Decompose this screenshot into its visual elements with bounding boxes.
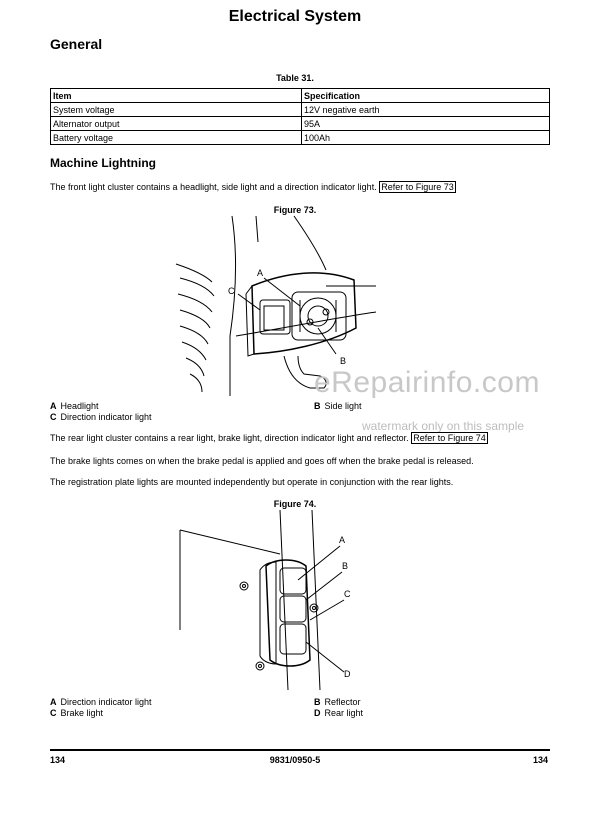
column-header-specification: Specification	[302, 89, 550, 103]
table-cell: Battery voltage	[51, 131, 302, 145]
spec-table	[50, 88, 550, 145]
legend-key: B	[314, 697, 321, 707]
watermark-note: watermark only on this sample	[362, 419, 525, 433]
legend-key: A	[50, 697, 57, 707]
legend-label: Direction indicator light	[60, 412, 152, 422]
figure-73-title: Figure 73.	[273, 205, 317, 215]
legend-item	[314, 708, 363, 719]
figure-74-callout-b: B	[342, 561, 349, 571]
section-heading-machine-lighting: Machine Lightning	[50, 156, 156, 170]
legend-key: A	[50, 401, 57, 411]
figure-74-callout-d: D	[344, 669, 351, 679]
legend-item	[50, 412, 152, 423]
legend-item	[50, 708, 103, 719]
legend-item	[50, 401, 99, 412]
table-row	[51, 117, 550, 131]
figure-73-link[interactable]: Refer to Figure 73	[381, 182, 454, 192]
table-cell: 100Ah	[302, 131, 550, 145]
table-cell: Alternator output	[51, 117, 302, 131]
paragraph-front-cluster	[50, 182, 456, 193]
legend-label: Side light	[324, 401, 362, 411]
page-title: Electrical System	[228, 8, 362, 25]
table-cell: System voltage	[51, 103, 302, 117]
legend-item	[314, 697, 361, 708]
watermark-brand: eRepairinfo.com	[314, 366, 540, 399]
table-caption: Table 31.	[276, 73, 314, 83]
paragraph-registration-lights: The registration plate lights are mounted independently but operate in conjunction with the rear lights.	[50, 477, 454, 487]
legend-key: D	[314, 708, 321, 718]
figure-73-callout-b: B	[340, 356, 347, 366]
paragraph-brake-lights: The brake lights comes on when the brake pedal is applied and goes off when the brake pedal is released.	[50, 456, 474, 466]
legend-label: Brake light	[60, 708, 104, 718]
footer-document-number: 9831/0950-5	[269, 755, 321, 765]
paragraph-rear-cluster	[50, 433, 488, 444]
paragraph-text: The rear light cluster contains a rear light, brake light, direction indicator light and reflector.	[50, 433, 409, 443]
legend-label: Direction indicator light	[60, 697, 152, 707]
figure-74-title: Figure 74.	[273, 499, 317, 509]
column-header-item: Item	[51, 89, 302, 103]
table-cell: 12V negative earth	[302, 103, 550, 117]
footer-page-number-left: 134	[50, 755, 66, 765]
footer-page-number-right: 134	[532, 755, 548, 765]
figure-73-callout-c: C	[228, 286, 235, 296]
footer-divider	[50, 749, 550, 751]
legend-item	[314, 401, 362, 412]
table-row	[51, 131, 550, 145]
legend-item	[50, 697, 152, 708]
figure-74-callout-c: C	[344, 589, 351, 599]
figure-74-link[interactable]: Refer to Figure 74	[413, 433, 486, 443]
figure-73-callout-a: A	[257, 268, 264, 278]
legend-label: Rear light	[324, 708, 364, 718]
table-header-row	[51, 89, 550, 103]
legend-label: Reflector	[324, 697, 361, 707]
figure-74-callout-a: A	[339, 535, 346, 545]
legend-label: Headlight	[60, 401, 99, 411]
paragraph-text: The front light cluster contains a headlight, side light and a direction indicator light.	[50, 182, 377, 192]
table-row	[51, 103, 550, 117]
legend-key: C	[50, 708, 57, 718]
table-cell: 95A	[302, 117, 550, 131]
legend-key: B	[314, 401, 321, 411]
section-heading-general: General	[50, 36, 103, 52]
legend-key: C	[50, 412, 57, 422]
